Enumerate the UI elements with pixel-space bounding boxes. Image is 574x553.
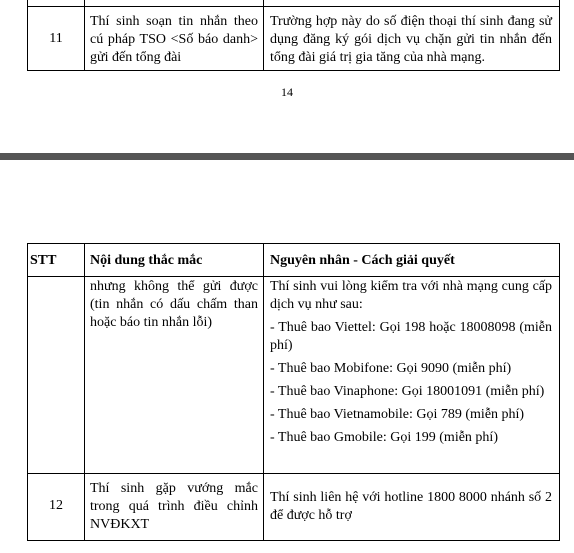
table-cell-answer-continued [270, 278, 552, 452]
table-header-stt: STT [30, 253, 57, 268]
page-separator [0, 153, 574, 160]
bottom-table-border-col2 [263, 243, 264, 541]
list-item: - Thuê bao Mobifone: Gọi 9090 (miễn phí) [270, 361, 512, 376]
table-header-question: Nội dung thắc mắc [90, 253, 203, 268]
bottom-table-header-divider [27, 276, 560, 277]
bottom-table-border-right [559, 243, 560, 541]
bottom-table-border-top [27, 243, 560, 244]
top-table-border-right [559, 0, 560, 71]
table-cell-question-continued: nhưng không thể gửi được (tin nhắn có dấu chấm than hoặc báo tin nhắn lỗi) [90, 279, 258, 330]
page-number: 14 [281, 85, 293, 99]
table-cell-stt: 12 [49, 498, 63, 513]
table-cell-question: Thí sinh soạn tin nhắn theo cú pháp TSO <Số báo danh> gửi đến tổng đài [90, 14, 258, 65]
list-item: - Thuê bao Vietnamobile: Gọi 789 (miễn phí) [270, 407, 525, 422]
table-cell-answer: Trường hợp này do số điện thoại thí sinh đang sử dụng đăng ký gói dịch vụ chặn gửi tin nhắn đến tổng đài giá trị gia tăng của nhà mạng. [270, 14, 552, 65]
list-item: - Thuê bao Viettel: Gọi 198 hoặc 18008098 (miễn phí) [270, 320, 552, 353]
list-item: - Thuê bao Gmobile: Gọi 199 (miễn phí) [270, 430, 498, 445]
top-table-border-col2 [263, 0, 264, 71]
bottom-table-border-bottom [27, 540, 560, 541]
bottom-table-row-divider [27, 473, 560, 474]
top-table-border-top [27, 6, 560, 7]
answer-intro: Thí sinh vui lòng kiểm tra với nhà mạng cung cấp dịch vụ như sau: [270, 279, 552, 312]
table-cell-stt: 11 [49, 31, 63, 46]
top-table-border-bottom [27, 70, 560, 71]
bottom-table-border-col1 [84, 243, 85, 541]
list-item: - Thuê bao Vinaphone: Gọi 18001091 (miễn phí) [270, 384, 545, 399]
table-header-answer: Nguyên nhân - Cách giải quyết [270, 253, 455, 268]
table-cell-question: Thí sinh gặp vướng mắc trong quá trình điều chỉnh NVĐKXT [90, 481, 258, 532]
table-cell-answer: Thí sinh liên hệ với hotline 1800 8000 nhánh số 2 để được hỗ trợ [270, 490, 552, 523]
top-table-border-col1 [84, 0, 85, 71]
